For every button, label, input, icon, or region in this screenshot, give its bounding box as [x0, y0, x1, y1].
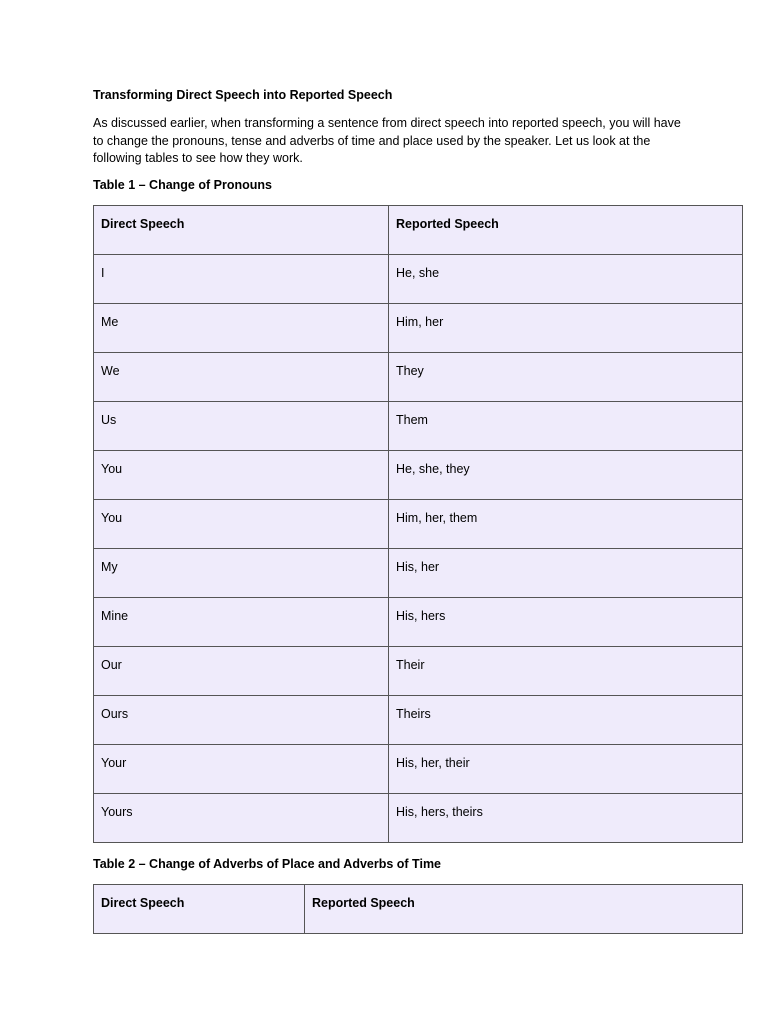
direct-speech-cell: Yours — [94, 794, 389, 843]
intro-paragraph: As discussed earlier, when transforming a sentence from direct speech into reported speech, you will have to change the pronouns, tense and adverbs of time and place used by the speaker. Let us look at the following tables to see how they work. — [93, 116, 681, 165]
direct-speech-cell: We — [94, 353, 389, 402]
table-row — [94, 500, 743, 549]
direct-speech-cell: Me — [94, 304, 389, 353]
reported-speech-cell: His, hers, theirs — [389, 794, 743, 843]
table-row — [94, 402, 743, 451]
table-row — [94, 745, 743, 794]
header-cell-reported: Reported Speech — [305, 885, 743, 934]
table-row — [94, 598, 743, 647]
table-header-row — [94, 206, 743, 255]
table-row — [94, 255, 743, 304]
header-cell-direct: Direct Speech — [94, 206, 389, 255]
direct-speech-cell: My — [94, 549, 389, 598]
direct-speech-cell: I — [94, 255, 389, 304]
table1-caption: Table 1 – Change of Pronouns — [93, 178, 272, 192]
pronouns-table — [93, 205, 743, 843]
reported-speech-cell: Him, her — [389, 304, 743, 353]
direct-speech-cell: You — [94, 500, 389, 549]
reported-speech-cell: Him, her, them — [389, 500, 743, 549]
direct-speech-cell: Your — [94, 745, 389, 794]
direct-speech-cell: Our — [94, 647, 389, 696]
reported-speech-cell: They — [389, 353, 743, 402]
table-row — [94, 647, 743, 696]
reported-speech-cell: He, she — [389, 255, 743, 304]
reported-speech-cell: Them — [389, 402, 743, 451]
table-row — [94, 549, 743, 598]
reported-speech-cell: He, she, they — [389, 451, 743, 500]
document-title: Transforming Direct Speech into Reported Speech — [93, 88, 393, 102]
direct-speech-cell: Us — [94, 402, 389, 451]
reported-speech-cell: His, her, their — [389, 745, 743, 794]
direct-speech-cell: You — [94, 451, 389, 500]
table-row — [94, 304, 743, 353]
table-row — [94, 696, 743, 745]
table-row — [94, 451, 743, 500]
table-header-row — [94, 885, 743, 934]
adverbs-table — [93, 884, 743, 934]
direct-speech-cell: Ours — [94, 696, 389, 745]
reported-speech-cell: Theirs — [389, 696, 743, 745]
reported-speech-cell: His, her — [389, 549, 743, 598]
direct-speech-cell: Mine — [94, 598, 389, 647]
table-row — [94, 794, 743, 843]
header-cell-direct: Direct Speech — [94, 885, 305, 934]
table-row — [94, 353, 743, 402]
table2-caption: Table 2 – Change of Adverbs of Place and Adverbs of Time — [93, 857, 442, 871]
reported-speech-cell: His, hers — [389, 598, 743, 647]
reported-speech-cell: Their — [389, 647, 743, 696]
header-cell-reported: Reported Speech — [389, 206, 743, 255]
